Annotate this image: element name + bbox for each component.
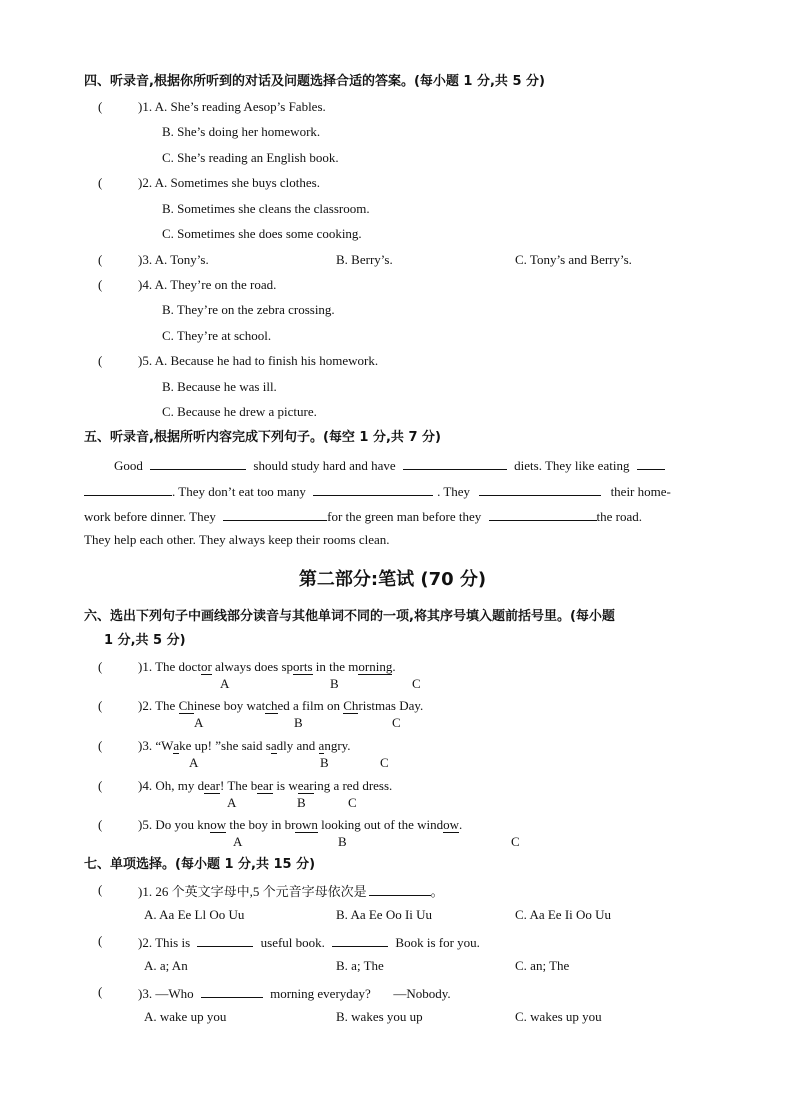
passage-text: . They (437, 484, 471, 499)
q7-3-option-b[interactable]: B. wakes you up (336, 1009, 423, 1024)
option-label-c: C (412, 676, 421, 691)
q7-2-option-a[interactable]: A. a; An (144, 958, 188, 973)
sentence-text: dly and (276, 738, 319, 753)
answer-paren[interactable]: ( (98, 778, 103, 793)
answer-paren[interactable]: ( (98, 738, 103, 753)
underlined-part-c: Ch (343, 698, 359, 713)
sentence-text: ristmas Day. (358, 698, 424, 713)
sentence-text: ke up! ”she said s (179, 738, 271, 753)
answer-paren[interactable]: ( (98, 698, 103, 713)
underlined-part-a: or (200, 659, 212, 674)
question-text: Book is for you. (395, 935, 480, 950)
fill-blank[interactable] (313, 482, 433, 496)
fill-blank[interactable] (150, 456, 246, 470)
sentence-text: is w (273, 778, 298, 793)
answer-paren[interactable]: ( (98, 353, 103, 368)
passage-text: work before dinner. They (84, 509, 216, 524)
underlined-part-a: ear (204, 778, 220, 793)
passage-line-2 (84, 482, 671, 500)
option-label-a: A (194, 715, 204, 730)
option-label-a: A (220, 676, 230, 691)
fill-blank[interactable] (637, 456, 665, 470)
section-4-title: 四、听录音,根据你所听到的对话及问题选择合适的答案。(每小题 1 分,共 5 分) (84, 74, 545, 89)
fill-blank[interactable] (369, 882, 431, 896)
sentence-text: looking out of the wind (317, 817, 444, 832)
option-label-b: B (320, 755, 329, 770)
q4-1-option-a: )1. A. She’s reading Aesop’s Fables. (138, 99, 326, 114)
part-2-title: 第二部分:笔试 (70 分) (298, 569, 487, 590)
underlined-part-b: a (270, 738, 277, 753)
fill-blank[interactable] (223, 507, 327, 521)
q4-2-option-a: )2. A. Sometimes she buys clothes. (138, 175, 320, 190)
q7-3-option-c[interactable]: C. wakes up you (515, 1009, 602, 1024)
question-text: —Nobody. (393, 986, 451, 1001)
answer-paren[interactable]: ( (98, 817, 103, 832)
passage-line-4: They help each other. They always keep their rooms clean. (84, 532, 390, 547)
q4-4-option-a: )4. A. They’re on the road. (138, 277, 277, 292)
q6-4-sentence (138, 778, 392, 794)
sentence-text: )3. “W (138, 738, 174, 753)
section-7-title: 七、单项选择。(每小题 1 分,共 15 分) (84, 857, 316, 872)
fill-blank[interactable] (332, 933, 388, 947)
q7-2-stem (138, 933, 480, 951)
q7-1-option-a[interactable]: A. Aa Ee Ll Oo Uu (144, 907, 245, 922)
q7-3-option-a[interactable]: A. wake up you (144, 1009, 227, 1024)
passage-text: . They don’t eat too many (172, 484, 306, 499)
q4-3-option-a: )3. A. Tony’s. (138, 252, 209, 267)
passage-text: Good (114, 458, 143, 473)
q6-5-sentence (138, 817, 462, 833)
underlined-part-c: orning (358, 659, 393, 674)
q7-2-option-c[interactable]: C. an; The (515, 958, 570, 973)
option-label-c: C (392, 715, 401, 730)
sentence-text: . (392, 659, 396, 674)
q4-1-option-b: B. She’s doing her homework. (162, 124, 321, 139)
fill-blank[interactable] (201, 984, 263, 998)
q7-1-stem (138, 882, 444, 900)
option-label-a: A (189, 755, 199, 770)
sentence-text: always does sp (211, 659, 294, 674)
underlined-part-b: orts (293, 659, 313, 674)
sentence-text: ed a film on (277, 698, 344, 713)
sentence-text: ing a red dress. (313, 778, 393, 793)
passage-line-1 (114, 456, 665, 474)
option-label-c: C (511, 834, 520, 849)
answer-paren[interactable]: ( (98, 277, 103, 292)
q7-3-stem (138, 984, 451, 1002)
q4-5-option-a: )5. A. Because he had to finish his homework. (138, 353, 379, 368)
underlined-part-c: ow (443, 817, 460, 832)
question-text: morning everyday? (270, 986, 371, 1001)
underlined-part-c: ear (297, 778, 314, 793)
sentence-text: in the m (312, 659, 359, 674)
passage-text: for the green man before they (327, 509, 482, 524)
answer-paren[interactable]: ( (98, 252, 103, 267)
underlined-part-b: ch (265, 698, 278, 713)
answer-paren[interactable]: ( (98, 99, 103, 114)
sentence-text: the boy in br (226, 817, 296, 832)
answer-paren[interactable]: ( (98, 175, 103, 190)
fill-blank[interactable] (403, 456, 507, 470)
q4-3-option-b: B. Berry’s. (336, 252, 393, 267)
question-text: 。 (430, 884, 444, 899)
passage-line-3 (84, 507, 642, 525)
question-text: )3. —Who (138, 986, 194, 1001)
q4-2-option-b: B. Sometimes she cleans the classroom. (162, 201, 370, 216)
option-label-a: A (227, 795, 237, 810)
q4-4-option-c: C. They’re at school. (162, 328, 272, 343)
sentence-text: . (459, 817, 463, 832)
passage-text: should study hard and have (253, 458, 396, 473)
option-label-b: B (294, 715, 303, 730)
sentence-text: ngry. (324, 738, 351, 753)
underlined-part-b: own (295, 817, 318, 832)
passage-text: their home- (610, 484, 671, 499)
q7-1-option-c[interactable]: C. Aa Ee Ii Oo Uu (515, 907, 612, 922)
answer-paren[interactable]: ( (98, 659, 103, 674)
q6-2-sentence (138, 698, 423, 714)
sentence-text: )5. Do you kn (138, 817, 211, 832)
option-label-c: C (380, 755, 389, 770)
q7-2-option-b[interactable]: B. a; The (336, 958, 384, 973)
sentence-text: inese boy wat (193, 698, 266, 713)
question-text: )1. 26 个英文字母中,5 个元音字母依次是 (138, 884, 367, 899)
option-label-b: B (297, 795, 306, 810)
passage-text: diets. They like eating (514, 458, 630, 473)
answer-paren[interactable]: ( (98, 984, 103, 999)
answer-paren[interactable]: ( (98, 882, 103, 897)
section-6-title-cont: 1 分,共 5 分) (104, 633, 186, 648)
sentence-text: )4. Oh, my d (138, 778, 205, 793)
q6-1-sentence (138, 659, 396, 675)
section-6-title: 六、选出下列句子中画线部分读音与其他单词不同的一项,将其序号填入题前括号里。(每小题 (84, 609, 615, 624)
fill-blank[interactable] (489, 507, 597, 521)
sentence-text: )2. The (138, 698, 179, 713)
section-5-title: 五、听录音,根据所听内容完成下列句子。(每空 1 分,共 7 分) (84, 430, 441, 445)
sentence-text: ! The b (219, 778, 258, 793)
q4-1-option-c: C. She’s reading an English book. (162, 150, 339, 165)
q4-5-option-b: B. Because he was ill. (162, 379, 277, 394)
underlined-part-a: a (173, 738, 180, 753)
question-text: )2. This is (138, 935, 191, 950)
q7-1-option-b[interactable]: B. Aa Ee Oo Ii Uu (336, 907, 433, 922)
underlined-part-a: Ch (178, 698, 194, 713)
q4-3-option-c: C. Tony’s and Berry’s. (515, 252, 632, 267)
fill-blank[interactable] (479, 482, 601, 496)
sentence-text: )1. The doct (138, 659, 201, 674)
underlined-part-a: ow (210, 817, 227, 832)
option-label-c: C (348, 795, 357, 810)
option-label-b: B (330, 676, 339, 691)
q4-4-option-b: B. They’re on the zebra crossing. (162, 302, 335, 317)
q6-3-sentence (138, 738, 351, 754)
underlined-part-c: a (318, 738, 325, 753)
underlined-part-b: ear (257, 778, 274, 793)
fill-blank[interactable] (197, 933, 253, 947)
q4-2-option-c: C. Sometimes she does some cooking. (162, 226, 362, 241)
passage-text: the road. (596, 509, 642, 524)
option-label-b: B (338, 834, 347, 849)
option-label-a: A (233, 834, 243, 849)
q4-5-option-c: C. Because he drew a picture. (162, 404, 317, 419)
fill-blank[interactable] (84, 482, 172, 496)
question-text: useful book. (260, 935, 325, 950)
answer-paren[interactable]: ( (98, 933, 103, 948)
